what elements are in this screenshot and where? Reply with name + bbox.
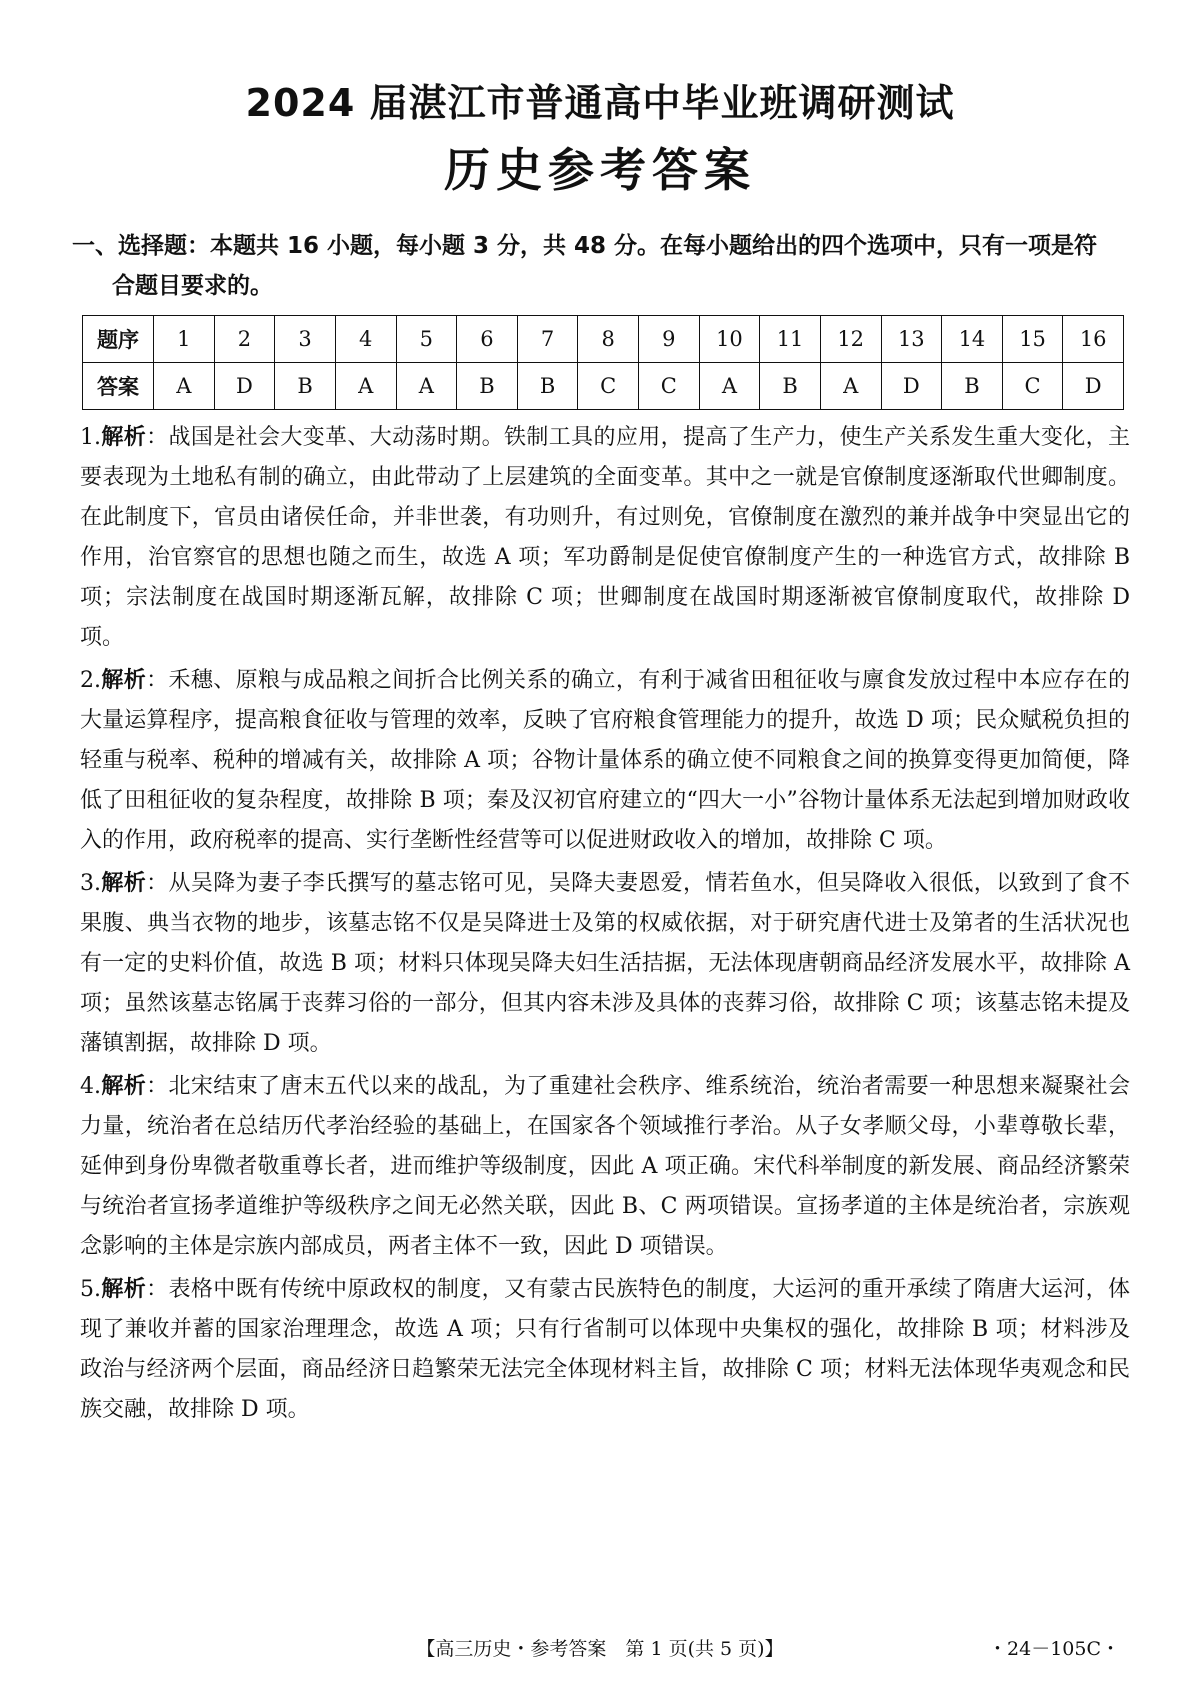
question-number: 5 xyxy=(396,316,457,363)
question-number: 14 xyxy=(942,316,1003,363)
item-label: 解析 xyxy=(101,425,147,450)
answer-cell: C xyxy=(639,363,700,410)
question-number: 3 xyxy=(275,316,336,363)
answer-cell: D xyxy=(1063,363,1124,410)
question-number: 15 xyxy=(1002,316,1063,363)
explanations-list xyxy=(80,418,1130,1433)
answer-table xyxy=(82,315,1124,410)
question-number: 8 xyxy=(578,316,639,363)
question-number: 11 xyxy=(760,316,821,363)
answer-cell: A xyxy=(820,363,881,410)
question-number: 2 xyxy=(214,316,275,363)
explanation-item xyxy=(80,1067,1130,1267)
answer-cell: C xyxy=(578,363,639,410)
explanation-item xyxy=(80,864,1130,1064)
item-label: 解析 xyxy=(101,1277,147,1302)
item-text: ：从吴降为妻子李氏撰写的墓志铭可见，吴降夫妻恩爱，情若鱼水，但吴降收入很低，以致到了食不果腹、典当衣物的地步，该墓志铭不仅是吴降进士及第的权威依据，对于研究唐代进士及第者的生活状况也有一定的史料价值，故选 B 项；材料只体现吴降夫妇生活拮据，无法体现唐朝商品经济发展水平，故排除 A 项；虽然该墓志铭属于丧葬习俗的一部分，但其内容未涉及具体的丧葬习俗，故排除 C 项；该墓志铭未提及藩镇割据，故排除 D 项。 xyxy=(80,871,1130,1056)
item-number: 1. xyxy=(80,425,101,450)
item-number: 2. xyxy=(80,668,101,693)
row-label-answer: 答案 xyxy=(83,363,154,410)
answer-cell: A xyxy=(396,363,457,410)
answer-cell: A xyxy=(699,363,760,410)
answer-cell: B xyxy=(760,363,821,410)
answer-cell: B xyxy=(275,363,336,410)
footer-page-info: 【高三历史・参考答案 第 1 页(共 5 页)】 xyxy=(416,1638,784,1660)
page-footer xyxy=(0,1634,1200,1661)
answer-cell: B xyxy=(517,363,578,410)
section-intro-line1: 一、选择题：本题共 16 小题，每小题 3 分，共 48 分。在每小题给出的四个选项中，只有一项是符 xyxy=(72,233,1098,259)
answer-cell: A xyxy=(335,363,396,410)
explanation-item xyxy=(80,418,1130,658)
explanation-item xyxy=(80,661,1130,861)
question-number: 9 xyxy=(639,316,700,363)
item-text: ：表格中既有传统中原政权的制度，又有蒙古民族特色的制度，大运河的重开承续了隋唐大运河，体现了兼收并蓄的国家治理理念，故选 A 项；只有行省制可以体现中央集权的强化，故排除 B 项；材料涉及政治与经济两个层面，商品经济日趋繁荣无法完全体现材料主旨，故排除 C 项；材料无法体现华夷观念和民族交融，故排除 D 项。 xyxy=(80,1277,1130,1422)
question-number: 7 xyxy=(517,316,578,363)
question-number: 1 xyxy=(154,316,215,363)
answer-cell: B xyxy=(457,363,518,410)
explanation-item xyxy=(80,1270,1130,1430)
question-number: 16 xyxy=(1063,316,1124,363)
answer-cell: C xyxy=(1002,363,1063,410)
item-label: 解析 xyxy=(101,871,147,896)
document-subtitle: 历史参考答案 xyxy=(444,143,756,197)
answer-cell: A xyxy=(154,363,215,410)
item-text: ：禾穗、原粮与成品粮之间折合比例关系的确立，有利于减省田租征收与廪食发放过程中本应存在的大量运算程序，提高粮食征收与管理的效率，反映了官府粮食管理能力的提升，故选 D 项；民众赋税负担的轻重与税率、税种的增减有关，故排除 A 项；谷物计量体系的确立使不同粮食之间的换算变得更加简便，降低了田租征收的复杂程度，故排除 B 项；秦及汉初官府建立的“四大一小”谷物计量体系无法起到增加财政收入的作用，政府税率的提高、实行垄断性经营等可以促进财政收入的增加，故排除 C 项。 xyxy=(80,668,1130,853)
answer-cell: D xyxy=(214,363,275,410)
question-number-row xyxy=(83,316,1124,363)
item-number: 5. xyxy=(80,1277,101,1302)
item-label: 解析 xyxy=(101,668,147,693)
item-number: 3. xyxy=(80,871,101,896)
answer-cell: B xyxy=(942,363,1003,410)
section-intro-line2: 合题目要求的。 xyxy=(112,273,273,299)
item-label: 解析 xyxy=(101,1074,147,1099)
item-number: 4. xyxy=(80,1074,101,1099)
answer-row xyxy=(83,363,1124,410)
question-number: 13 xyxy=(881,316,942,363)
section-instructions xyxy=(72,226,1132,306)
question-number: 6 xyxy=(457,316,518,363)
footer-exam-code: ・24－105C・ xyxy=(988,1638,1120,1660)
question-number: 4 xyxy=(335,316,396,363)
item-text: ：战国是社会大变革、大动荡时期。铁制工具的应用，提高了生产力，使生产关系发生重大变化，主要表现为土地私有制的确立，由此带动了上层建筑的全面变革。其中之一就是官僚制度逐渐取代世卿制度。在此制度下，官员由诸侯任命，并非世袭，有功则升，有过则免，官僚制度在激烈的兼并战争中突显出它的作用，治官察官的思想也随之而生，故选 A 项；军功爵制是促使官僚制度产生的一种选官方式，故排除 B 项；宗法制度在战国时期逐渐瓦解，故排除 C 项；世卿制度在战国时期逐渐被官僚制度取代，故排除 D 项。 xyxy=(80,425,1130,650)
exam-title: 2024 届湛江市普通高中毕业班调研测试 xyxy=(245,81,955,125)
question-number: 12 xyxy=(820,316,881,363)
question-number: 10 xyxy=(699,316,760,363)
row-label-number: 题序 xyxy=(83,316,154,363)
answer-cell: D xyxy=(881,363,942,410)
item-text: ：北宋结束了唐末五代以来的战乱，为了重建社会秩序、维系统治，统治者需要一种思想来凝聚社会力量，统治者在总结历代孝治经验的基础上，在国家各个领域推行孝治。从子女孝顺父母，小辈尊敬长辈，延伸到身份卑微者敬重尊长者，进而维护等级制度，因此 A 项正确。宋代科举制度的新发展、商品经济繁荣与统治者宣扬孝道维护等级秩序之间无必然关联，因此 B、C 两项错误。宣扬孝道的主体是统治者，宗族观念影响的主体是宗族内部成员，两者主体不一致，因此 D 项错误。 xyxy=(80,1074,1130,1259)
